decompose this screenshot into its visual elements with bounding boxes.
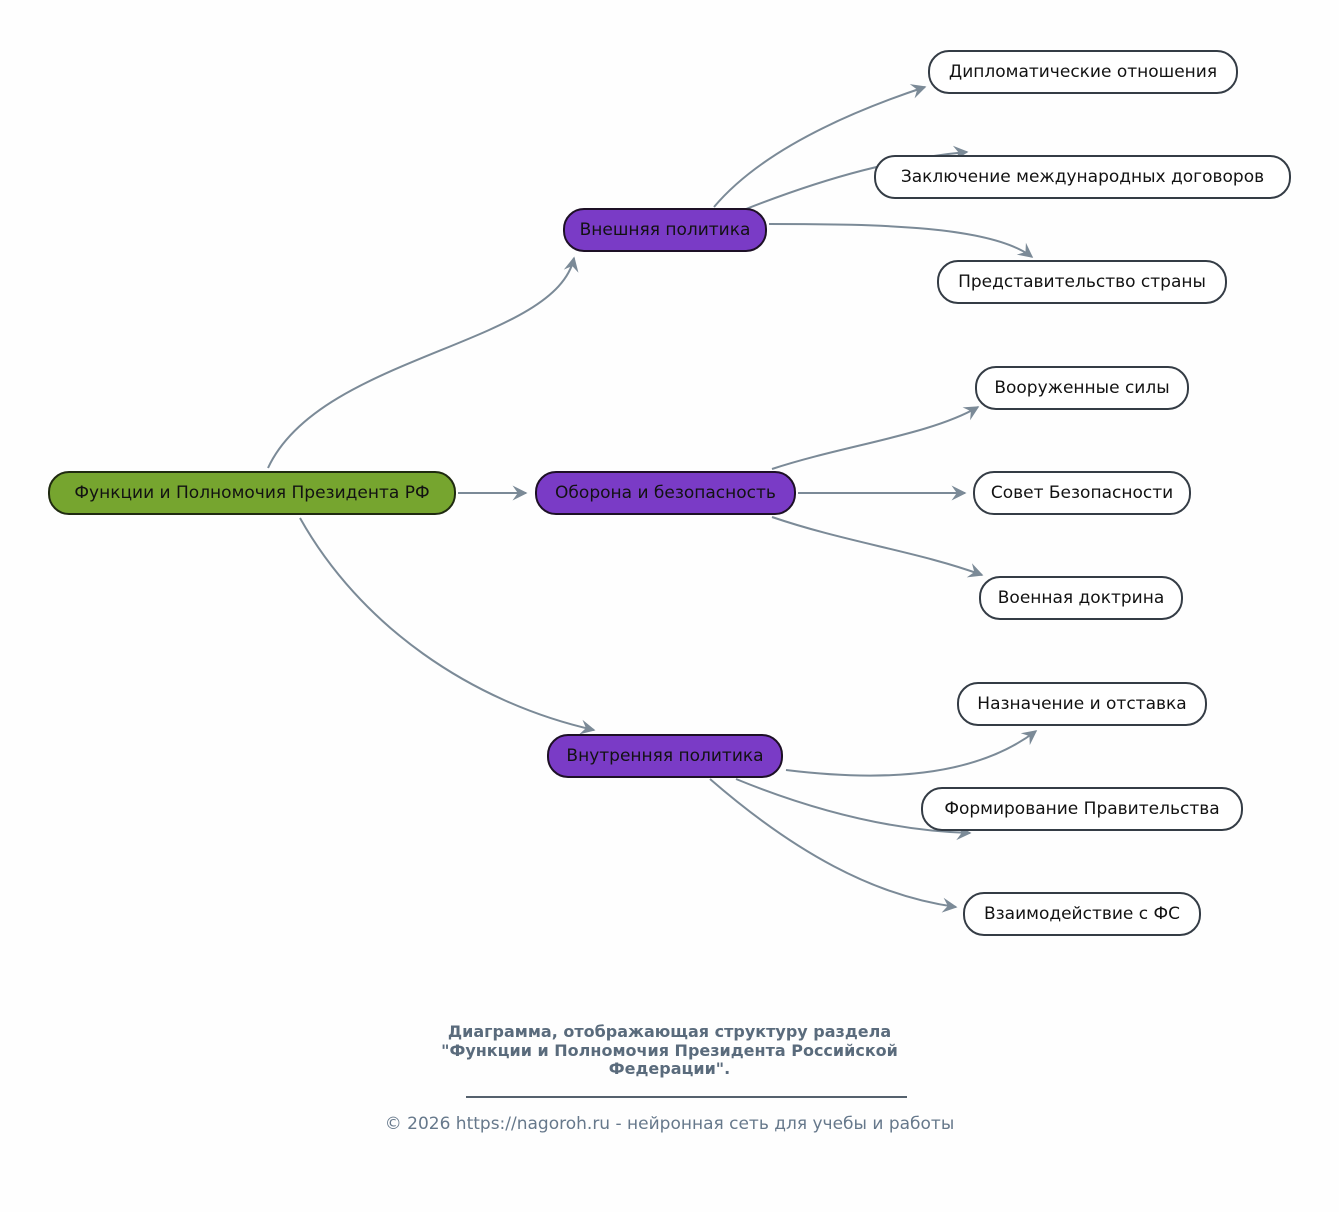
leaf-node-international-treaties: Заключение международных договоров <box>874 155 1291 199</box>
leaf-node-federal-assembly-interaction: Взаимодействие с ФС <box>963 892 1201 936</box>
diagram-caption <box>0 1023 1339 1079</box>
leaf-node-diplomatic-relations: Дипломатические отношения <box>928 50 1238 94</box>
branch-node-defense-security: Оборона и безопасность <box>535 471 796 515</box>
edge-defense-to-armed-forces <box>772 407 978 469</box>
copyright-text: © 2026 https://nagoroh.ru - нейронная сеть для учебы и работы <box>384 1114 955 1134</box>
branch-node-foreign-policy: Внешняя политика <box>563 208 767 252</box>
edge-defense-to-military-doctrine <box>772 517 982 575</box>
edge-domestic-to-appointment-resignation <box>786 731 1036 776</box>
branch-node-domestic-policy: Внутренняя политика <box>547 734 783 778</box>
footer-divider-line <box>466 1096 907 1098</box>
leaf-node-security-council: Совет Безопасности <box>973 471 1191 515</box>
edge-foreign-to-country-representation <box>769 224 1032 257</box>
leaf-node-military-doctrine: Военная доктрина <box>979 576 1183 620</box>
leaf-node-country-representation: Представительство страны <box>937 260 1227 304</box>
diagram-caption-text: Диаграмма, отображающая структуру раздела "Функции и Полномочия Президента Российской Федерации". <box>441 1022 898 1078</box>
leaf-node-armed-forces: Вооруженные силы <box>975 366 1189 410</box>
leaf-node-appointment-resignation: Назначение и отставка <box>957 682 1207 726</box>
root-node-president-functions: Функции и Полномочия Президента РФ <box>48 471 456 515</box>
edge-root-to-foreign-policy <box>268 258 574 468</box>
edge-domestic-to-federal-assembly <box>710 779 956 907</box>
leaf-node-government-formation: Формирование Правительства <box>921 787 1243 831</box>
edge-root-to-domestic-policy <box>300 518 594 730</box>
